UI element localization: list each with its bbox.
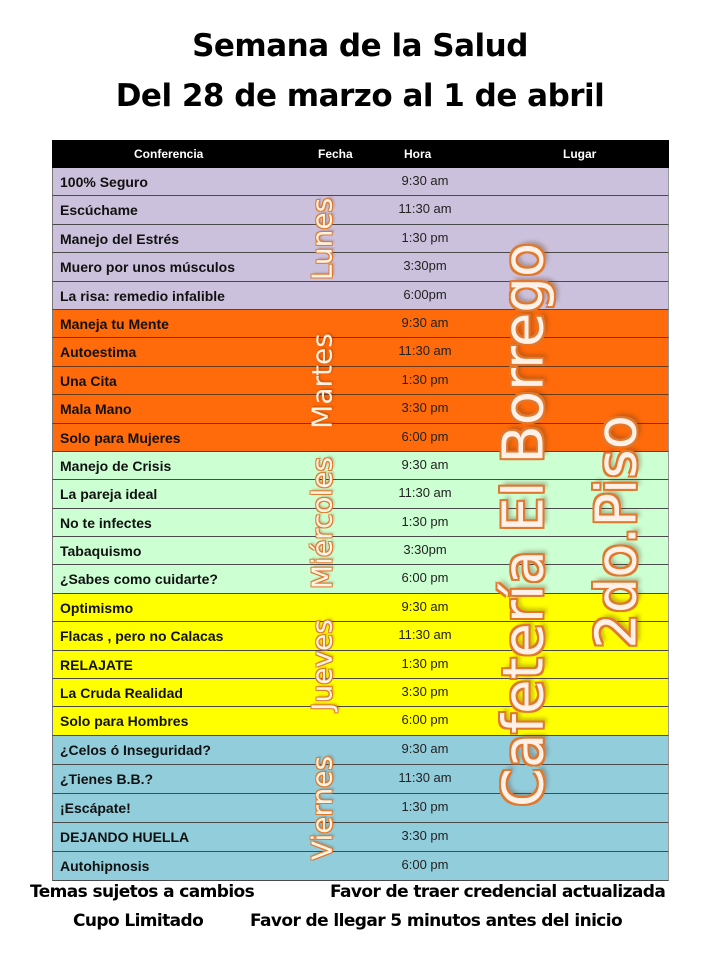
conference-title: No te infectes bbox=[60, 514, 152, 531]
table-row bbox=[52, 225, 669, 253]
conference-time: 1:30 pm bbox=[401, 371, 449, 387]
table-header bbox=[52, 140, 669, 168]
table-row bbox=[52, 736, 669, 765]
conference-title: Tabaquismo bbox=[60, 543, 142, 560]
conference-title: Muero por unos músculos bbox=[60, 259, 236, 276]
conference-title: ¿Celos ó Inseguridad? bbox=[60, 741, 211, 758]
table-row bbox=[52, 651, 669, 679]
conference-time: 9:30 am bbox=[401, 314, 449, 330]
table-row bbox=[52, 679, 669, 707]
day-group bbox=[52, 736, 669, 881]
conference-time: 1:30 pm bbox=[401, 513, 449, 529]
table-row bbox=[52, 367, 669, 395]
table-row bbox=[52, 395, 669, 423]
day-label: Martes bbox=[305, 333, 339, 429]
table-row bbox=[52, 196, 669, 224]
conference-title: ¿Tienes B.B.? bbox=[60, 770, 154, 787]
day-group bbox=[52, 168, 669, 310]
footer-note-changes: Temas sujetos a cambios bbox=[30, 882, 255, 902]
table-row bbox=[52, 168, 669, 196]
conference-title: ¡Escápate! bbox=[60, 799, 131, 816]
table-row bbox=[52, 537, 669, 565]
table-row bbox=[52, 707, 669, 735]
column-header-lugar: Lugar bbox=[563, 147, 597, 161]
conference-title: 100% Seguro bbox=[60, 174, 148, 190]
conference-time: 11:30 am bbox=[398, 769, 452, 785]
day-group bbox=[52, 594, 669, 736]
footer-note-credential: Favor de traer credencial actualizada bbox=[330, 882, 666, 902]
conference-title: Solo para Hombres bbox=[60, 713, 189, 730]
conference-time: 11:30 am bbox=[398, 201, 452, 217]
conference-time: 11:30 am bbox=[398, 343, 452, 359]
conference-time: 9:30 am bbox=[401, 456, 449, 472]
venue-name: Cafetería El Borrego bbox=[491, 242, 557, 808]
column-header-hora: Hora bbox=[404, 147, 432, 161]
column-header-conferencia: Conferencia bbox=[134, 147, 204, 161]
conference-title: DEJANDO HUELLA bbox=[60, 828, 190, 845]
table-row bbox=[52, 594, 669, 622]
day-group bbox=[52, 310, 669, 452]
conference-title: La pareja ideal bbox=[60, 486, 158, 503]
conference-time: 9:30 am bbox=[401, 740, 449, 756]
day-label: Viernes bbox=[305, 756, 339, 861]
day-label: Miércoles bbox=[305, 456, 339, 589]
table-row bbox=[52, 823, 669, 852]
table-row bbox=[52, 852, 669, 881]
table-row bbox=[52, 310, 669, 338]
conference-time: 9:30 am bbox=[401, 598, 449, 614]
table-row bbox=[52, 794, 669, 823]
conference-time: 6:00 pm bbox=[401, 856, 449, 872]
conference-title: La Cruda Realidad bbox=[60, 685, 183, 702]
table-row bbox=[52, 424, 669, 452]
conference-title: Una Cita bbox=[60, 372, 117, 389]
column-header-fecha: Fecha bbox=[318, 147, 353, 161]
conference-time: 3:30pm bbox=[403, 258, 447, 274]
table-row bbox=[52, 338, 669, 366]
conference-time: 3:30 pm bbox=[401, 684, 449, 700]
conference-title: Escúchame bbox=[60, 202, 138, 219]
conference-title: Manejo de Crisis bbox=[60, 457, 172, 474]
table-row bbox=[52, 452, 669, 480]
conference-title: Optimismo bbox=[60, 599, 134, 616]
conference-title: Solo para Mujeres bbox=[60, 429, 181, 446]
conference-time: 6:00 pm bbox=[401, 712, 449, 728]
table-row bbox=[52, 765, 669, 794]
table-row bbox=[52, 509, 669, 537]
conference-time: 1:30 pm bbox=[401, 655, 449, 671]
conference-title: La risa: remedio infalible bbox=[60, 287, 225, 304]
day-group bbox=[52, 452, 669, 594]
conference-time: 1:30 pm bbox=[401, 798, 449, 814]
schedule-table bbox=[52, 140, 669, 881]
conference-title: Flacas , pero no Calacas bbox=[60, 628, 224, 645]
conference-title: RELAJATE bbox=[60, 656, 133, 673]
page-title: Semana de la Salud bbox=[192, 28, 528, 64]
page-subtitle: Del 28 de marzo al 1 de abril bbox=[115, 78, 605, 114]
footer-note-limited: Cupo Limitado bbox=[73, 911, 204, 931]
conference-time: 6:00 pm bbox=[401, 570, 449, 586]
conference-time: 3:30 pm bbox=[401, 827, 449, 843]
table-row bbox=[52, 565, 669, 593]
conference-title: Manejo del Estrés bbox=[60, 230, 180, 247]
table-row bbox=[52, 622, 669, 650]
day-label: Lunes bbox=[305, 197, 339, 281]
conference-time: 6:00pm bbox=[403, 286, 447, 302]
table-body bbox=[52, 168, 669, 881]
table-row bbox=[52, 282, 669, 310]
table-row bbox=[52, 253, 669, 281]
conference-title: Autohipnosis bbox=[60, 857, 150, 874]
conference-time: 3:30pm bbox=[403, 542, 447, 558]
table-row bbox=[52, 480, 669, 508]
conference-time: 6:00 pm bbox=[401, 428, 449, 444]
day-label: Jueves bbox=[305, 619, 339, 711]
conference-time: 3:30 pm bbox=[401, 400, 449, 416]
footer-note-arrive-early: Favor de llegar 5 minutos antes del inicio bbox=[250, 911, 623, 931]
venue-floor: 2do.Piso bbox=[584, 415, 650, 649]
conference-title: ¿Sabes como cuidarte? bbox=[60, 571, 218, 588]
conference-title: Maneja tu Mente bbox=[60, 315, 169, 332]
conference-time: 9:30 am bbox=[401, 173, 449, 188]
conference-time: 1:30 pm bbox=[401, 229, 449, 245]
conference-time: 11:30 am bbox=[398, 627, 452, 643]
conference-title: Autoestima bbox=[60, 344, 137, 361]
conference-title: Mala Mano bbox=[60, 401, 132, 418]
conference-time: 11:30 am bbox=[398, 485, 452, 501]
